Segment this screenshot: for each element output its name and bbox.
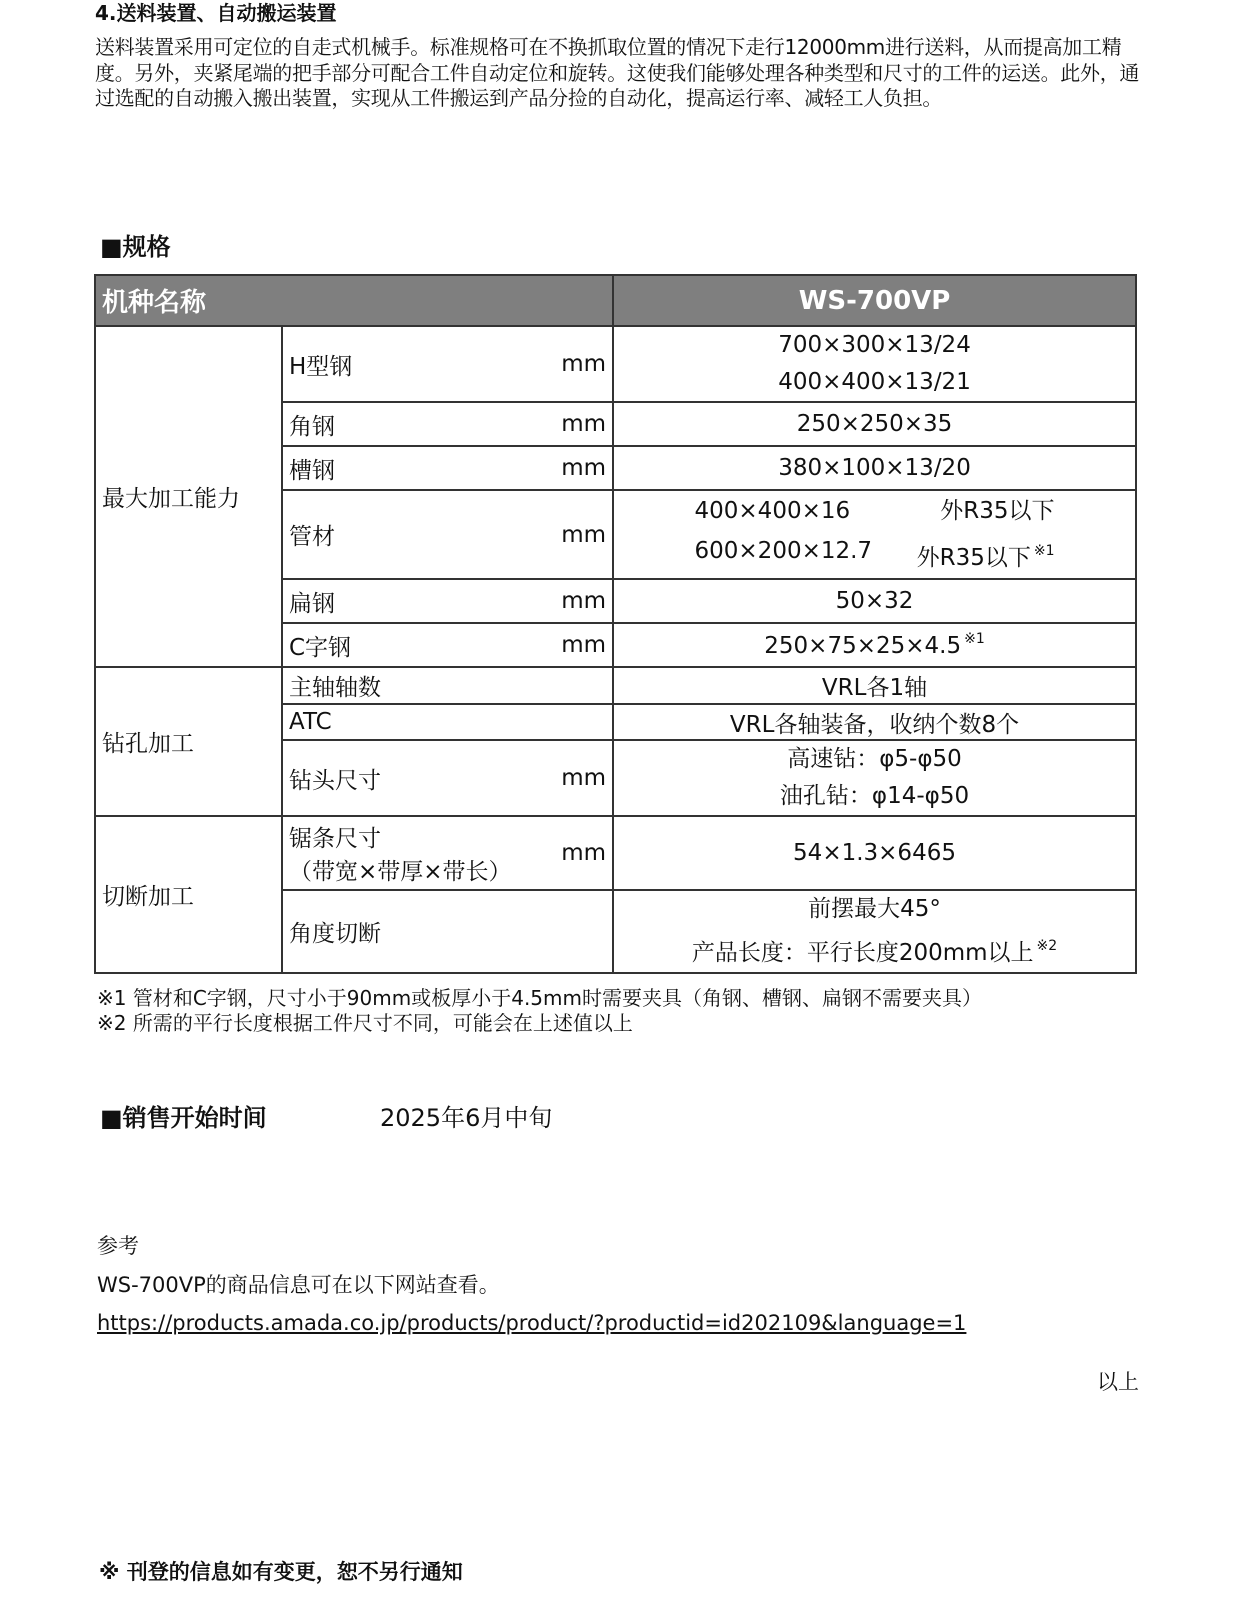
value-cell	[613, 326, 1136, 402]
reference-label: 参考	[97, 1234, 139, 1258]
value-text: 前摆最大45°	[808, 896, 941, 922]
value-text: 高速钻：φ5-φ50	[787, 746, 962, 772]
table-header-row	[95, 275, 1136, 326]
unit-label: mm	[561, 411, 607, 437]
group-cutting: 切断加工	[95, 816, 282, 973]
item-cell	[282, 402, 613, 446]
footnote-mark: ※1	[964, 631, 985, 647]
disclaimer: ※ 刊登的信息如有变更，恕不另行通知	[99, 1560, 463, 1584]
unit-label: mm	[561, 840, 607, 866]
value-cell	[613, 490, 1136, 579]
value-text: 油孔钻：φ14-φ50	[779, 783, 970, 809]
unit-label: mm	[561, 455, 607, 481]
footnote-mark: ※1	[1033, 543, 1055, 559]
value-text: 700×300×13/24	[778, 332, 971, 358]
group-max-capacity: 最大加工能力	[95, 326, 282, 667]
item-label: 主轴轴数	[289, 675, 381, 701]
value-cell: 380×100×13/20	[613, 446, 1136, 490]
item-cell	[282, 623, 613, 667]
item-label: 角钢	[289, 413, 335, 440]
footnote-1: ※1 管材和C字钢，尺寸小于90mm或板厚小于4.5mm时需要夹具（角钢、槽钢、扁钢不需要夹具）	[97, 986, 982, 1010]
value-cell	[613, 890, 1136, 973]
value-text: 250×75×25×4.5	[764, 633, 962, 659]
unit-label: mm	[561, 765, 607, 791]
item-label: ATC	[289, 709, 332, 735]
item-cell	[282, 890, 613, 973]
release-date: 2025年6月中旬	[380, 1104, 553, 1132]
item-label: 锯条尺寸	[289, 826, 381, 852]
item-cell	[282, 579, 613, 623]
value-cell	[613, 740, 1136, 816]
value-text: 外R35以下	[916, 545, 1031, 571]
group-drilling: 钻孔加工	[95, 667, 282, 816]
unit-label: mm	[561, 632, 607, 658]
table-row	[95, 326, 1136, 402]
value-text: 400×400×16	[694, 498, 851, 524]
value-text: 产品长度：平行长度200mm以上	[691, 940, 1034, 966]
value-text: 400×400×13/21	[778, 369, 971, 395]
unit-label: mm	[561, 588, 607, 614]
value-cell: VRL各轴装备，收纳个数8个	[613, 704, 1136, 740]
item-label: 钻头尺寸	[289, 767, 381, 794]
reference-text: WS-700VP的商品信息可在以下网站查看。	[97, 1273, 500, 1297]
table-row	[95, 816, 1136, 890]
value-cell: VRL各1轴	[613, 667, 1136, 704]
model-name: WS-700VP	[613, 275, 1136, 326]
item-cell	[282, 490, 613, 579]
value-text: 外R35以下	[940, 498, 1055, 524]
item-label: 扁钢	[289, 590, 335, 617]
item-label: 槽钢	[289, 457, 335, 484]
item-cell	[282, 740, 613, 816]
value-cell: 54×1.3×6465	[613, 816, 1136, 890]
item-label: H型钢	[289, 353, 353, 380]
section-heading: 4.送料装置、自动搬运装置	[95, 1, 337, 25]
footnote-2: ※2 所需的平行长度根据工件尺寸不同，可能会在上述值以上	[97, 1011, 633, 1035]
end-mark: 以上	[1097, 1370, 1139, 1394]
release-heading: ■销售开始时间	[100, 1104, 267, 1132]
value-cell: 250×250×35	[613, 402, 1136, 446]
item-cell	[282, 816, 613, 890]
item-label: C字钢	[289, 634, 352, 661]
unit-label: mm	[561, 351, 607, 377]
spec-heading: ■规格	[100, 233, 171, 261]
item-cell	[282, 446, 613, 490]
value-text: 600×200×12.7	[694, 538, 873, 564]
value-cell	[613, 623, 1136, 667]
intro-paragraph: 送料装置采用可定位的自走式机械手。标准规格可在不换抓取位置的情况下走行12000mm进行送料，从而提高加工精度。另外，夹紧尾端的把手部分可配合工件自动定位和旋转。这使我们能够处理各种类型和尺寸的工件的运送。此外，通过选配的自动搬入搬出装置，实现从工件搬运到产品分捡的自动化，提高运行率、减轻工人负担。	[95, 35, 1140, 110]
header-label: 机种名称	[95, 275, 613, 326]
spec-table	[94, 274, 1137, 974]
value-cell: 50×32	[613, 579, 1136, 623]
unit-label: mm	[561, 521, 607, 548]
item-sublabel: （带宽×带厚×带长）	[289, 859, 512, 885]
item-cell	[282, 704, 613, 740]
product-link[interactable]: https://products.amada.co.jp/products/product/?productid=id202109&language=1	[97, 1311, 967, 1335]
item-cell	[282, 667, 613, 704]
item-cell	[282, 326, 613, 402]
table-row	[95, 667, 1136, 704]
item-label: 角度切断	[289, 921, 381, 947]
item-label: 管材	[289, 524, 335, 550]
footnote-mark: ※2	[1036, 938, 1058, 954]
